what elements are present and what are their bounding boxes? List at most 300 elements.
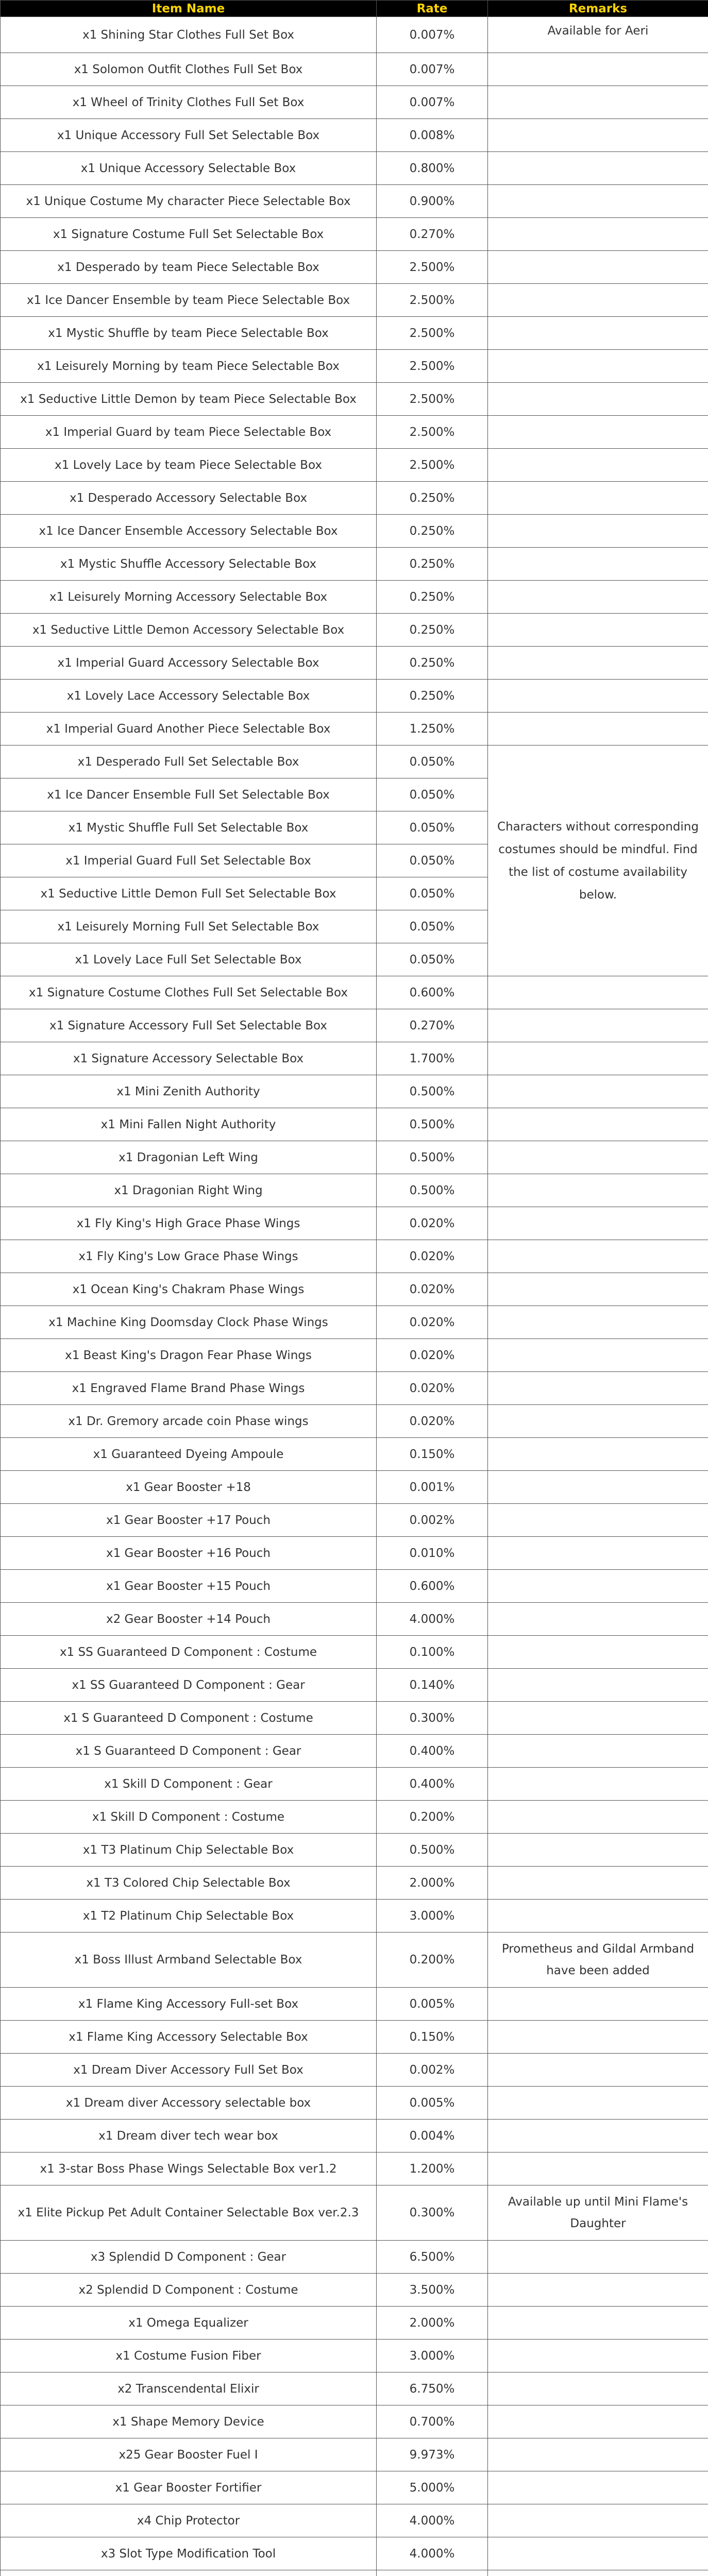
table-row (1, 1306, 708, 1339)
remarks-cell (488, 2021, 708, 2054)
item-name-cell: x1 Seductive Little Demon Full Set Selectable Box (1, 877, 377, 910)
rate-cell: 0.250% (377, 614, 488, 647)
table-row (1, 1075, 708, 1108)
table-row (1, 1207, 708, 1240)
table-row (1, 416, 708, 449)
item-name-cell: x1 Signature Costume Clothes Full Set Selectable Box (1, 976, 377, 1009)
item-name-cell: x1 Mini Zenith Authority (1, 1075, 377, 1108)
rate-cell: 0.100% (377, 1636, 488, 1669)
remarks-cell (488, 1240, 708, 1273)
table-row (1, 1735, 708, 1768)
item-name-cell: x1 Mini Fallen Night Authority (1, 1108, 377, 1141)
rate-cell: 1.700% (377, 1042, 488, 1075)
table-row (1, 1405, 708, 1438)
remarks-cell (488, 976, 708, 1009)
remarks-cell (488, 2471, 708, 2504)
remarks-cell: Characters without corresponding costumes should be mindful. Find the list of costume availability below. (488, 745, 708, 976)
rate-cell: 0.007% (377, 86, 488, 119)
rate-cell: 0.010% (377, 1537, 488, 1570)
rate-cell: 0.020% (377, 1405, 488, 1438)
table-row (1, 185, 708, 218)
table-row (1, 1174, 708, 1207)
rate-cell: 3.000% (377, 2340, 488, 2372)
remarks-cell (488, 1504, 708, 1537)
remarks-cell (488, 2153, 708, 2185)
remarks-cell (488, 350, 708, 383)
table-row (1, 1603, 708, 1636)
remarks-cell (488, 2570, 708, 2576)
remarks-cell (488, 1108, 708, 1141)
remarks-cell (488, 1537, 708, 1570)
item-name-cell (1, 2570, 377, 2576)
item-name-cell: x1 S Guaranteed D Component : Costume (1, 1702, 377, 1735)
rate-cell: 1.200% (377, 2153, 488, 2185)
item-name-cell: x1 Gear Booster +15 Pouch (1, 1570, 377, 1603)
rate-cell: 6.500% (377, 2241, 488, 2274)
item-name-cell: x1 T3 Platinum Chip Selectable Box (1, 1834, 377, 1867)
rate-cell: 0.500% (377, 1108, 488, 1141)
item-name-cell: x1 Gear Booster +17 Pouch (1, 1504, 377, 1537)
item-name-cell: x1 SS Guaranteed D Component : Gear (1, 1669, 377, 1702)
rate-cell: 2.500% (377, 251, 488, 284)
remarks-cell (488, 713, 708, 745)
item-name-cell: x1 Dragonian Right Wing (1, 1174, 377, 1207)
table-row (1, 2340, 708, 2372)
item-name-cell: x3 Slot Type Modification Tool (1, 2537, 377, 2570)
rate-cell: 0.050% (377, 877, 488, 910)
table-row (1, 2153, 708, 2185)
rate-cell: 0.300% (377, 1702, 488, 1735)
item-name-cell: x1 Beast King's Dragon Fear Phase Wings (1, 1339, 377, 1372)
table-row (1, 1570, 708, 1603)
item-name-cell: x1 Gear Booster +18 (1, 1471, 377, 1504)
rate-cell: 0.250% (377, 680, 488, 713)
rate-cell: 0.002% (377, 2054, 488, 2087)
remarks-cell (488, 1339, 708, 1372)
remarks-cell (488, 1372, 708, 1405)
item-name-cell: x1 Leisurely Morning Accessory Selectable Box (1, 581, 377, 614)
remarks-cell (488, 548, 708, 581)
item-name-cell: x1 Costume Fusion Fiber (1, 2340, 377, 2372)
table-row (1, 2274, 708, 2307)
rate-cell: 0.020% (377, 1306, 488, 1339)
item-name-cell: x1 Unique Accessory Full Set Selectable Box (1, 119, 377, 152)
rate-cell: 0.250% (377, 647, 488, 680)
item-name-cell: x1 Ice Dancer Ensemble by team Piece Selectable Box (1, 284, 377, 317)
remarks-cell (488, 1867, 708, 1900)
rate-cell: 0.600% (377, 976, 488, 1009)
rate-cell: 0.300% (377, 2185, 488, 2241)
item-name-cell: x1 Seductive Little Demon Accessory Selectable Box (1, 614, 377, 647)
rate-cell: 0.200% (377, 1933, 488, 1988)
rate-cell: 2.500% (377, 416, 488, 449)
remarks-cell (488, 647, 708, 680)
remarks-cell (488, 86, 708, 119)
table-row (1, 251, 708, 284)
remarks-cell (488, 2120, 708, 2153)
remarks-cell (488, 1801, 708, 1834)
item-name-cell: x1 Seductive Little Demon by team Piece Selectable Box (1, 383, 377, 416)
remarks-cell (488, 2372, 708, 2405)
item-name-cell: x1 Imperial Guard by team Piece Selectable Box (1, 416, 377, 449)
table-row (1, 1009, 708, 1042)
table-row (1, 1339, 708, 1372)
item-name-cell: x1 Fly King's Low Grace Phase Wings (1, 1240, 377, 1273)
item-name-cell: x2 Splendid D Component : Costume (1, 2274, 377, 2307)
table-row (1, 1801, 708, 1834)
remarks-cell (488, 152, 708, 185)
item-name-cell: x1 Solomon Outfit Clothes Full Set Box (1, 53, 377, 86)
item-name-cell: x1 Mystic Shuffle by team Piece Selectable Box (1, 317, 377, 350)
remarks-cell (488, 2438, 708, 2471)
table-row (1, 713, 708, 745)
rate-cell: 2.500% (377, 284, 488, 317)
table-row (1, 2504, 708, 2537)
remarks-cell (488, 1207, 708, 1240)
rate-cell: 0.250% (377, 482, 488, 515)
item-name-cell: x1 Signature Accessory Selectable Box (1, 1042, 377, 1075)
remarks-cell (488, 1669, 708, 1702)
table-row (1, 2054, 708, 2087)
remarks-cell (488, 1306, 708, 1339)
rate-cell: 2.500% (377, 383, 488, 416)
table-row (1, 284, 708, 317)
rate-cell: 6.750% (377, 2372, 488, 2405)
rate-cell: 2.000% (377, 2307, 488, 2340)
rate-cell: 0.200% (377, 1801, 488, 1834)
rate-cell: 0.007% (377, 17, 488, 53)
remarks-cell: Available up until Mini Flame's Daughter (488, 2185, 708, 2241)
item-name-cell: x1 Dragonian Left Wing (1, 1141, 377, 1174)
table-row (1, 680, 708, 713)
remarks-cell: Available for Aeri (488, 17, 708, 53)
table-row (1, 2570, 708, 2576)
table-row (1, 2372, 708, 2405)
remarks-cell (488, 284, 708, 317)
rate-header: Rate (377, 1, 488, 17)
table-row (1, 317, 708, 350)
table-row (1, 1834, 708, 1867)
item-name-cell: x1 Boss Illust Armband Selectable Box (1, 1933, 377, 1988)
item-name-cell: x1 Unique Accessory Selectable Box (1, 152, 377, 185)
table-row (1, 2307, 708, 2340)
remarks-cell (488, 1570, 708, 1603)
remarks-cell (488, 449, 708, 482)
remarks-cell (488, 383, 708, 416)
table-row (1, 350, 708, 383)
rate-cell: 3.000% (377, 1900, 488, 1933)
table-row (1, 515, 708, 548)
table-row (1, 383, 708, 416)
table-row (1, 2087, 708, 2120)
item-name-cell: x1 Flame King Accessory Full-set Box (1, 1988, 377, 2021)
table-row (1, 745, 708, 778)
table-row (1, 2021, 708, 2054)
table-row (1, 2537, 708, 2570)
table-row (1, 1988, 708, 2021)
rate-cell: 0.250% (377, 548, 488, 581)
table-row (1, 1042, 708, 1075)
table-row (1, 119, 708, 152)
item-name-cell: x1 Gear Booster Fortifier (1, 2471, 377, 2504)
table-row (1, 2241, 708, 2274)
table-row (1, 53, 708, 86)
rate-cell: 0.050% (377, 844, 488, 877)
item-name-cell: x1 Dr. Gremory arcade coin Phase wings (1, 1405, 377, 1438)
table-row (1, 581, 708, 614)
item-name-cell: x1 Lovely Lace Accessory Selectable Box (1, 680, 377, 713)
table-row (1, 17, 708, 53)
rate-cell: 0.050% (377, 811, 488, 844)
rate-cell: 2.500% (377, 317, 488, 350)
item-name-cell: x1 Desperado by team Piece Selectable Box (1, 251, 377, 284)
remarks-cell (488, 482, 708, 515)
rate-cell: 0.250% (377, 515, 488, 548)
rate-cell: 3.500% (377, 2274, 488, 2307)
rate-cell: 0.150% (377, 2021, 488, 2054)
remarks-cell (488, 1603, 708, 1636)
table-row (1, 482, 708, 515)
table-body (1, 17, 708, 2576)
rate-cell: 0.400% (377, 1735, 488, 1768)
remarks-cell (488, 1702, 708, 1735)
remarks-cell (488, 2274, 708, 2307)
item-name-cell: x1 T2 Platinum Chip Selectable Box (1, 1900, 377, 1933)
table-row (1, 1933, 708, 1988)
item-name-cell: x1 Desperado Full Set Selectable Box (1, 745, 377, 778)
item-name-cell: x1 Dream diver Accessory selectable box (1, 2087, 377, 2120)
item-name-cell: x1 Lovely Lace by team Piece Selectable Box (1, 449, 377, 482)
rate-cell: 0.700% (377, 2405, 488, 2438)
rate-cell: 4.000% (377, 1603, 488, 1636)
item-name-cell: x1 Elite Pickup Pet Adult Container Selectable Box ver.2.3 (1, 2185, 377, 2241)
remarks-cell (488, 1900, 708, 1933)
rate-cell: 0.020% (377, 1273, 488, 1306)
rate-cell: 0.050% (377, 910, 488, 943)
item-name-cell: x1 Mystic Shuffle Full Set Selectable Box (1, 811, 377, 844)
rate-cell: 0.900% (377, 185, 488, 218)
item-name-cell: x1 Machine King Doomsday Clock Phase Wings (1, 1306, 377, 1339)
rate-cell: 0.600% (377, 1570, 488, 1603)
item-name-cell: x1 Mystic Shuffle Accessory Selectable Box (1, 548, 377, 581)
rate-cell: 2.500% (377, 449, 488, 482)
item-name-cell: x1 Imperial Guard Accessory Selectable Box (1, 647, 377, 680)
remarks-cell (488, 2340, 708, 2372)
rate-cell: 0.500% (377, 1834, 488, 1867)
rate-cell: 0.005% (377, 1988, 488, 2021)
table-row (1, 2185, 708, 2241)
table-row (1, 1372, 708, 1405)
rate-cell: 0.270% (377, 218, 488, 251)
remarks-cell (488, 185, 708, 218)
rate-cell: 0.020% (377, 1339, 488, 1372)
item-name-cell: x1 Flame King Accessory Selectable Box (1, 2021, 377, 2054)
table-row (1, 1471, 708, 1504)
item-name-cell: x1 Signature Costume Full Set Selectable Box (1, 218, 377, 251)
remarks-cell (488, 2054, 708, 2087)
remarks-cell (488, 2504, 708, 2537)
item-name-cell: x1 Imperial Guard Full Set Selectable Box (1, 844, 377, 877)
remarks-cell (488, 1438, 708, 1471)
remarks-cell (488, 1768, 708, 1801)
rate-cell: 0.001% (377, 1471, 488, 1504)
rate-cell: 0.800% (377, 152, 488, 185)
rate-cell (377, 2570, 488, 2576)
rate-cell: 0.005% (377, 2087, 488, 2120)
table-row (1, 1240, 708, 1273)
item-name-cell: x2 Transcendental Elixir (1, 2372, 377, 2405)
remarks-cell (488, 1471, 708, 1504)
rate-cell: 4.000% (377, 2537, 488, 2570)
remarks-cell (488, 1834, 708, 1867)
table-row (1, 1702, 708, 1735)
remarks-cell (488, 515, 708, 548)
rate-cell: 0.020% (377, 1372, 488, 1405)
table-row (1, 976, 708, 1009)
item-name-cell: x1 Leisurely Morning by team Piece Selectable Box (1, 350, 377, 383)
item-name-cell: x1 Wheel of Trinity Clothes Full Set Box (1, 86, 377, 119)
item-name-cell: x1 Skill D Component : Gear (1, 1768, 377, 1801)
rate-cell: 9.973% (377, 2438, 488, 2471)
remarks-cell (488, 581, 708, 614)
remarks-cell (488, 1009, 708, 1042)
item-name-cell: x1 Leisurely Morning Full Set Selectable Box (1, 910, 377, 943)
item-name-cell: x1 Guaranteed Dyeing Ampoule (1, 1438, 377, 1471)
table-row (1, 2405, 708, 2438)
remarks-cell (488, 2087, 708, 2120)
item-name-cell: x1 Skill D Component : Costume (1, 1801, 377, 1834)
remarks-cell (488, 251, 708, 284)
table-row (1, 2438, 708, 2471)
remarks-cell (488, 1075, 708, 1108)
table-row (1, 2120, 708, 2153)
item-name-cell: x1 Omega Equalizer (1, 2307, 377, 2340)
remarks-cell (488, 53, 708, 86)
item-name-cell: x2 Gear Booster +14 Pouch (1, 1603, 377, 1636)
table-row (1, 1504, 708, 1537)
remarks-cell (488, 1042, 708, 1075)
item-name-cell: x1 Engraved Flame Brand Phase Wings (1, 1372, 377, 1405)
rate-cell: 0.004% (377, 2120, 488, 2153)
table-row (1, 1768, 708, 1801)
item-name-cell: x1 Ocean King's Chakram Phase Wings (1, 1273, 377, 1306)
header-row (1, 1, 708, 17)
table-row (1, 449, 708, 482)
remarks-cell (488, 218, 708, 251)
remarks-cell (488, 2307, 708, 2340)
table-row (1, 1537, 708, 1570)
table-row (1, 1867, 708, 1900)
rate-cell: 0.050% (377, 943, 488, 976)
remarks-cell: Prometheus and Gildal Armband have been added (488, 1933, 708, 1988)
rate-cell: 0.500% (377, 1174, 488, 1207)
table-row (1, 2471, 708, 2504)
remarks-cell (488, 1405, 708, 1438)
rate-cell: 0.500% (377, 1141, 488, 1174)
remarks-cell (488, 1174, 708, 1207)
remarks-cell (488, 1273, 708, 1306)
table-row (1, 1438, 708, 1471)
item-name-cell: x1 Unique Costume My character Piece Selectable Box (1, 185, 377, 218)
rate-cell: 1.250% (377, 713, 488, 745)
rate-cell: 0.270% (377, 1009, 488, 1042)
item-name-cell: x1 Gear Booster +16 Pouch (1, 1537, 377, 1570)
rate-cell: 0.050% (377, 778, 488, 811)
item-name-cell: x3 Splendid D Component : Gear (1, 2241, 377, 2274)
item-name-cell: x1 Dream Diver Accessory Full Set Box (1, 2054, 377, 2087)
remarks-header: Remarks (488, 1, 708, 17)
rate-cell: 0.050% (377, 745, 488, 778)
item-name-cell: x1 Ice Dancer Ensemble Accessory Selectable Box (1, 515, 377, 548)
table-row (1, 614, 708, 647)
item-name-cell: x1 Dream diver tech wear box (1, 2120, 377, 2153)
remarks-cell (488, 614, 708, 647)
remarks-cell (488, 2537, 708, 2570)
item-name-cell: x1 T3 Colored Chip Selectable Box (1, 1867, 377, 1900)
rate-cell: 0.002% (377, 1504, 488, 1537)
remarks-cell (488, 317, 708, 350)
table-row (1, 647, 708, 680)
rate-cell: 0.250% (377, 581, 488, 614)
remarks-cell (488, 2241, 708, 2274)
item-name-cell: x1 Imperial Guard Another Piece Selectable Box (1, 713, 377, 745)
table-row (1, 1636, 708, 1669)
rate-cell: 0.020% (377, 1207, 488, 1240)
table-row (1, 86, 708, 119)
item-name-cell: x1 Lovely Lace Full Set Selectable Box (1, 943, 377, 976)
rate-cell: 0.140% (377, 1669, 488, 1702)
table-row (1, 1900, 708, 1933)
table-header (1, 1, 708, 17)
rate-cell: 4.000% (377, 2504, 488, 2537)
remarks-cell (488, 119, 708, 152)
rate-cell: 0.400% (377, 1768, 488, 1801)
table-row (1, 218, 708, 251)
rate-cell: 0.500% (377, 1075, 488, 1108)
table-row (1, 1669, 708, 1702)
rate-cell: 2.000% (377, 1867, 488, 1900)
item-name-cell: x1 Fly King's High Grace Phase Wings (1, 1207, 377, 1240)
item-name-cell: x1 SS Guaranteed D Component : Costume (1, 1636, 377, 1669)
rate-cell: 0.020% (377, 1240, 488, 1273)
table-row (1, 1141, 708, 1174)
item-name-cell: x1 Signature Accessory Full Set Selectable Box (1, 1009, 377, 1042)
table-row (1, 152, 708, 185)
item-name-cell: x1 3-star Boss Phase Wings Selectable Box ver1.2 (1, 2153, 377, 2185)
remarks-cell (488, 1988, 708, 2021)
table-row (1, 1273, 708, 1306)
item-name-cell: x1 Desperado Accessory Selectable Box (1, 482, 377, 515)
item-name-header: Item Name (1, 1, 377, 17)
remarks-cell (488, 1735, 708, 1768)
rate-cell: 0.150% (377, 1438, 488, 1471)
remarks-cell (488, 680, 708, 713)
item-name-cell: x1 S Guaranteed D Component : Gear (1, 1735, 377, 1768)
rate-cell: 0.007% (377, 53, 488, 86)
table-row (1, 548, 708, 581)
rate-cell: 2.500% (377, 350, 488, 383)
rate-cell: 0.008% (377, 119, 488, 152)
remarks-cell (488, 416, 708, 449)
remarks-cell (488, 2405, 708, 2438)
item-name-cell: x4 Chip Protector (1, 2504, 377, 2537)
item-name-cell: x25 Gear Booster Fuel I (1, 2438, 377, 2471)
item-name-cell: x1 Ice Dancer Ensemble Full Set Selectable Box (1, 778, 377, 811)
item-name-cell: x1 Shining Star Clothes Full Set Box (1, 17, 377, 53)
table-row (1, 1108, 708, 1141)
rate-cell: 5.000% (377, 2471, 488, 2504)
remarks-cell (488, 1141, 708, 1174)
